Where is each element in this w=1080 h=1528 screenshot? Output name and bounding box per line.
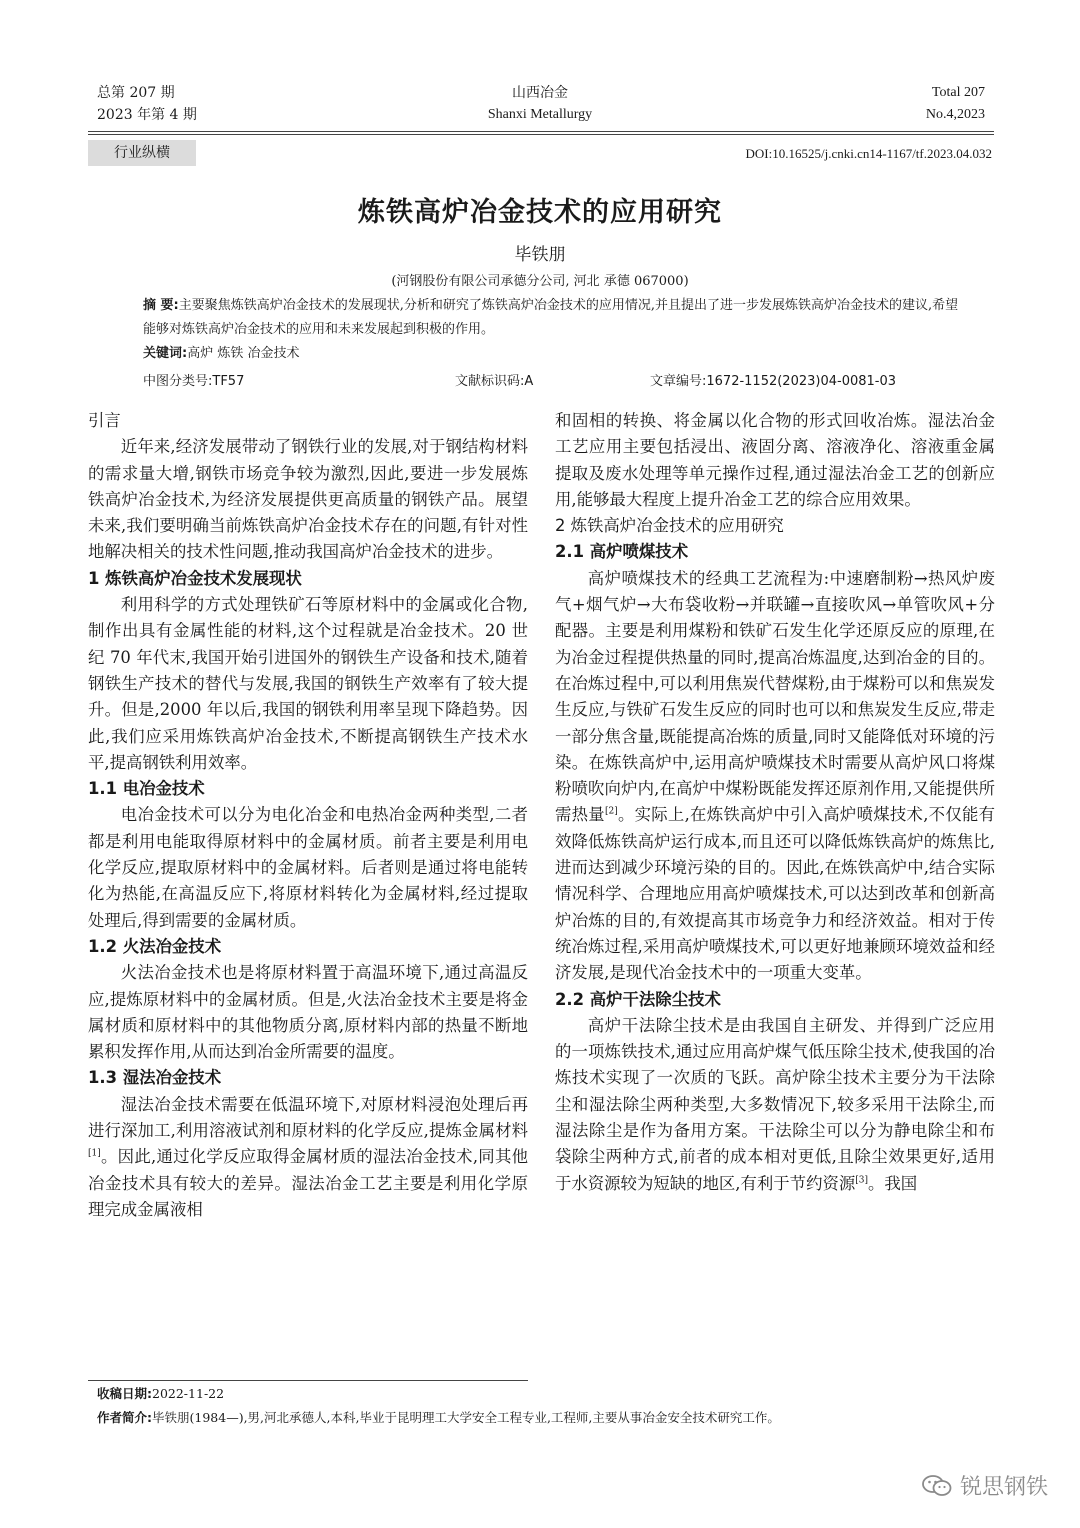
bio-text: 毕铁朋(1984—),男,河北承德人,本科,毕业于昆明理工大学安全工程专业,工程师,主要从事冶金安全技术研究工作。 [152,1410,780,1425]
right-column [555,408,995,1197]
section-1-1-heading: 1.1 电冶金技术 [88,779,205,799]
header-rule-2 [88,134,994,135]
citation-2: [2] [604,806,618,817]
column-label: 行业纵横 [88,140,196,166]
section-1-3-text-b: 。因此,通过化学反应取得金属材质的湿法冶金技术,同其他冶金技术具有较大的差异。湿法冶金工艺主要是利用化学原理完成金属液相 [88,1147,528,1219]
journal-name-en: Shanxi Metallurgy [487,107,593,122]
journal-name [0,82,1080,126]
document-code: 文献标识码:A [455,374,534,389]
abstract-body [143,294,963,342]
watermark-text: 锐思钢铁 [959,1475,1048,1500]
section-1-heading: 1 炼铁高炉冶金技术发展现状 [88,568,302,588]
section-1-2-paragraph: 火法冶金技术也是将原材料置于高温环境下,通过高温反应,提炼原材料中的金属材质。但是,火法冶金技术主要是将金属材质和原材料中的其他物质分离,原材料内部的热量不断地累积发挥作用,从而达到冶金所需要的温度。 [88,963,528,1062]
affiliation: (河钢股份有限公司承德分公司, 河北 承德 067000) [391,274,689,289]
section-1-1-paragraph: 电冶金技术可以分为电化冶金和电热冶金两种类型,二者都是利用电能取得原材料中的金属材质。前者主要是利用电化学反应,提取原材料中的金属材料。后者则是通过将电能转化为热能,在高温反应下,将原材料转化为金属材料,经过提取处理后,得到需要的金属材质。 [88,805,528,930]
received-value: 2022-11-22 [152,1386,225,1401]
doi: DOI:10.16525/j.cnki.cn14-1167/tf.2023.04.032 [745,146,992,161]
keywords-text: 高炉 炼铁 冶金技术 [187,346,300,361]
article-number: 文章编号:1672-1152(2023)04-0081-03 [650,374,897,389]
section-2-heading: 2 炼铁高炉冶金技术的应用研究 [555,516,784,536]
article-title: 炼铁高炉冶金技术的应用研究 [358,197,722,228]
section-1-3-text-a: 湿法冶金技术需要在低温环境下,对原材料浸泡处理后再进行深加工,利用溶液试剂和原材料的化学反应,提炼金属材料 [88,1094,528,1141]
wechat-icon [922,1474,952,1498]
keywords-label: 关键词: [143,346,188,361]
journal-name-cn: 山西冶金 [512,85,568,101]
issue-no-en: No.4,2023 [925,107,985,122]
section-2-2-heading: 2.2 高炉干法除尘技术 [555,989,721,1009]
section-2-2-text-b: 。我国 [868,1173,918,1193]
author: 毕铁朋 [514,245,566,265]
issue-total-en: Total 207 [931,85,985,100]
left-column [88,408,528,1223]
received-date [97,1384,997,1404]
section-1-3-heading: 1.3 湿法冶金技术 [88,1068,222,1088]
section-1-2-heading: 1.2 火法冶金技术 [88,936,222,956]
keywords [143,342,963,366]
bio-label: 作者简介: [97,1410,152,1425]
section-2-1-text-a: 高炉喷煤技术的经典工艺流程为:中速磨制粉→热风炉废气+烟气炉→大布袋收粉→并联罐→直接吹风→单管吹风+分配器。主要是利用煤粉和铁矿石发生化学还原反应的原理,在为冶金过程提供热量的同时,提高冶炼温度,达到冶金的目的。在冶炼过程中,可以利用焦炭代替煤粉,由于煤粉可以和焦炭发生反应,与铁矿石发生反应的同时也可以和焦炭发生反应,带走一部分焦含量,既能提高冶炼的质量,同时又能降低对环境的污染。在炼铁高炉中,运用高炉喷煤技术时需要从高炉风口将煤粉喷吹向炉内,在高炉中煤粉既能发挥还原剂作用,又能提供所需热量 [555,568,995,825]
clc-number: 中图分类号:TF57 [143,374,245,389]
intro-heading: 引言 [88,411,121,430]
issue-year: 2023 年第 4 期 [97,107,197,123]
abstract-text: 主要聚焦炼铁高炉冶金技术的发展现状,分析和研究了炼铁高炉冶金技术的应用情况,并且提出了进一步发展炼铁高炉冶金技术的建议,希望能够对炼铁高炉冶金技术的应用和未来发展起到积极的作用。 [143,298,959,337]
continued-paragraph: 和固相的转换、将金属以化合物的形式回收冶炼。湿法冶金工艺应用主要包括浸出、液固分离、溶液净化、溶液重金属提取及废水处理等单元操作过程,通过湿法冶金工艺的创新应用,能够最大程度上提升冶金工艺的综合应用效果。 [555,411,995,509]
watermark [922,1470,1048,1501]
citation-1: [1] [88,1148,101,1159]
author-bio [97,1408,997,1428]
abstract-label: 摘 要: [143,298,179,313]
issue-total: 总第 207 期 [97,85,175,101]
section-1-3-paragraph [88,1092,528,1223]
intro-paragraph: 近年来,经济发展带动了钢铁行业的发展,对于钢结构材料的需求量大增,钢铁市场竞争较为激烈,因此,要进一步发展炼铁高炉冶金技术,为经济发展提供更高质量的钢铁产品。展望未来,我们要明确当前炼铁高炉冶金技术存在的问题,有针对性地解决相关的技术性问题,推动我国高炉冶金技术的进步。 [88,437,528,562]
abstract [143,294,963,366]
section-2-2-text-a: 高炉干法除尘技术是由我国自主研发、并得到广泛应用的一项炼铁技术,通过应用高炉煤气低压除尘技术,使我国的冶炼技术实现了一次质的飞跃。高炉除尘技术主要分为干法除尘和湿法除尘两种类型,大多数情况下,较多采用干法除尘,而湿法除尘是作为备用方案。干法除尘可以分为静电除尘和布袋除尘两种方式,前者的成本相对更低,且除尘效果更好,适用于水资源较为短缺的地区,有利于节约资源 [555,1015,995,1193]
footnote-rule [88,1380,528,1381]
citation-3: [3] [855,1175,868,1186]
section-2-1-heading: 2.1 高炉喷煤技术 [555,542,689,562]
header-rule [88,131,994,132]
section-2-1-text-b: 。实际上,在炼铁高炉中引入高炉喷煤技术,不仅能有效降低炼铁高炉运行成本,而且还可以降低炼铁高炉的炼焦比,进而达到减少环境污染的目的。因此,在炼铁高炉中,结合实际情况科学、合理地应用高炉喷煤技术,可以达到改革和创新高炉冶炼的目的,有效提高其市场竞争力和经济效益。相对于传统冶炼过程,采用高炉喷煤技术,可以更好地兼顾环境效益和经济发展,是现代冶金技术中的一项重大变革。 [555,805,996,983]
issue-info-en [926,82,985,126]
received-label: 收稿日期: [97,1386,152,1401]
section-2-1-paragraph [555,566,995,987]
section-2-2-paragraph [555,1013,995,1197]
section-1-paragraph: 利用科学的方式处理铁矿石等原材料中的金属或化合物,制作出具有金属性能的材料,这个过程就是冶金技术。20 世纪 70 年代末,我国开始引进国外的钢铁生产设备和技术,随着钢铁生产技术的替代与发展,我国的钢铁生产效率有了较大提升。但是,2000 年以后,我国的钢铁利用率呈现下降趋势。因此,我们应采用炼铁高炉冶金技术,不断提高钢铁生产技术水平,提高钢铁利用效率。 [88,595,528,772]
